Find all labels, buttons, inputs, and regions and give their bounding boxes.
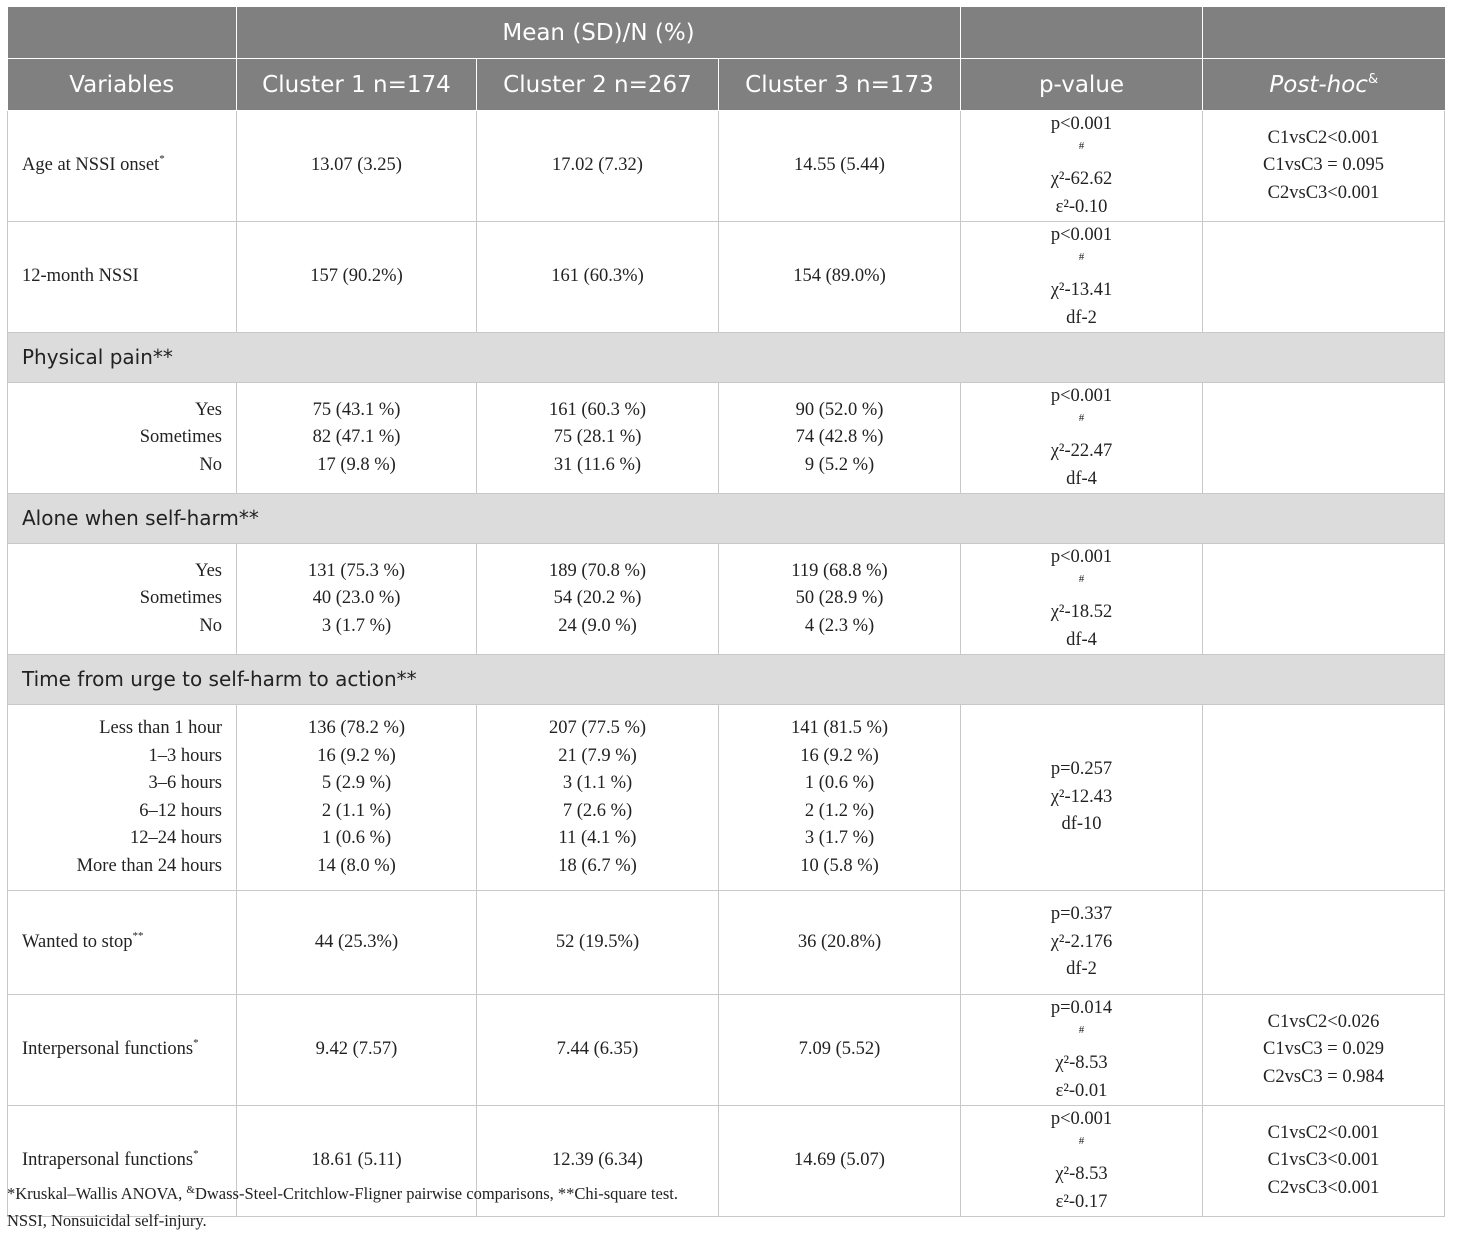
section-title: Alone when self-harm** xyxy=(8,494,1445,544)
row-labels: Less than 1 hour 1–3 hours 3–6 hours 6–12 hours 12–24 hours More than 24 hours xyxy=(8,705,237,891)
cell-cluster-3: 7.09 (5.52) xyxy=(719,995,961,1106)
row-label: Age at NSSI onset* xyxy=(8,111,237,222)
cell-cluster-1: 18.61 (5.11) xyxy=(237,1106,477,1217)
cell-cluster-1: 136 (78.2 %) 16 (9.2 %) 5 (2.9 %) 2 (1.1 %) 1 (0.6 %) 14 (8.0 %) xyxy=(237,705,477,891)
table-footnotes xyxy=(7,1180,1437,1234)
footnote-line: NSSI, Nonsuicidal self-injury. xyxy=(7,1211,207,1230)
row-labels: Yes Sometimes No xyxy=(8,544,237,655)
cell-p-value: p<0.001 # χ²-8.53 ε²-0.17 xyxy=(961,1106,1203,1217)
cell-cluster-2: 7.44 (6.35) xyxy=(477,995,719,1106)
header-cluster-3: Cluster 3 n=173 xyxy=(719,59,961,111)
section-row xyxy=(8,333,1445,383)
results-table xyxy=(7,7,1445,1217)
cell-cluster-1: 157 (90.2%) xyxy=(237,222,477,333)
cell-post-hoc: C1vsC2<0.001 C1vsC3<0.001 C2vsC3<0.001 xyxy=(1203,1106,1445,1217)
cell-cluster-3: 14.55 (5.44) xyxy=(719,111,961,222)
cell-p-value: p=0.257 χ²-12.43 df-10 xyxy=(961,705,1203,891)
cell-cluster-3: 154 (89.0%) xyxy=(719,222,961,333)
section-title: Time from urge to self-harm to action** xyxy=(8,655,1445,705)
row-label: Intrapersonal functions* xyxy=(8,1106,237,1217)
header-group-label: Mean (SD)/N (%) xyxy=(237,7,961,59)
cell-p-value: p=0.014 # χ²-8.53 ε²-0.01 xyxy=(961,995,1203,1106)
table-row xyxy=(8,111,1445,222)
cell-cluster-2: 12.39 (6.34) xyxy=(477,1106,719,1217)
cell-post-hoc xyxy=(1203,222,1445,333)
cell-cluster-1: 44 (25.3%) xyxy=(237,891,477,995)
cell-cluster-2: 17.02 (7.32) xyxy=(477,111,719,222)
cell-cluster-2: 207 (77.5 %) 21 (7.9 %) 3 (1.1 %) 7 (2.6 %) 11 (4.1 %) 18 (6.7 %) xyxy=(477,705,719,891)
cell-cluster-3: 119 (68.8 %) 50 (28.9 %) 4 (2.3 %) xyxy=(719,544,961,655)
section-row xyxy=(8,494,1445,544)
row-labels: Yes Sometimes No xyxy=(8,383,237,494)
cell-p-value: p<0.001 # χ²-22.47 df-4 xyxy=(961,383,1203,494)
cell-cluster-2: 161 (60.3 %) 75 (28.1 %) 31 (11.6 %) xyxy=(477,383,719,494)
cell-p-value: p<0.001 # χ²-18.52 df-4 xyxy=(961,544,1203,655)
cell-post-hoc xyxy=(1203,705,1445,891)
cell-cluster-3: 141 (81.5 %) 16 (9.2 %) 1 (0.6 %) 2 (1.2 %) 3 (1.7 %) 10 (5.8 %) xyxy=(719,705,961,891)
table-row xyxy=(8,383,1445,494)
footnote-line: *Kruskal–Wallis ANOVA, &Dwass-Steel-Critchlow-Fligner pairwise comparisons, **Chi-square test. xyxy=(7,1184,678,1203)
header-row-columns xyxy=(8,59,1445,111)
table-row xyxy=(8,891,1445,995)
header-row-group xyxy=(8,7,1445,59)
cell-cluster-1: 131 (75.3 %) 40 (23.0 %) 3 (1.7 %) xyxy=(237,544,477,655)
cell-post-hoc xyxy=(1203,891,1445,995)
table-row xyxy=(8,705,1445,891)
cell-p-value: p<0.001 # χ²-13.41 df-2 xyxy=(961,222,1203,333)
row-label: Wanted to stop** xyxy=(8,891,237,995)
header-post-hoc: Post-hoc& xyxy=(1203,59,1445,111)
table-row xyxy=(8,995,1445,1106)
cell-cluster-1: 75 (43.1 %) 82 (47.1 %) 17 (9.8 %) xyxy=(237,383,477,494)
header-variables: Variables xyxy=(8,59,237,111)
header-empty-cell xyxy=(1203,7,1445,59)
row-label: Interpersonal functions* xyxy=(8,995,237,1106)
cell-post-hoc xyxy=(1203,544,1445,655)
cell-post-hoc: C1vsC2<0.026 C1vsC3 = 0.029 C2vsC3 = 0.984 xyxy=(1203,995,1445,1106)
header-p-value: p-value xyxy=(961,59,1203,111)
cell-cluster-2: 52 (19.5%) xyxy=(477,891,719,995)
row-label: 12-month NSSI xyxy=(8,222,237,333)
section-title: Physical pain** xyxy=(8,333,1445,383)
cell-post-hoc: C1vsC2<0.001 C1vsC3 = 0.095 C2vsC3<0.001 xyxy=(1203,111,1445,222)
cell-cluster-1: 13.07 (3.25) xyxy=(237,111,477,222)
section-row xyxy=(8,655,1445,705)
cell-cluster-1: 9.42 (7.57) xyxy=(237,995,477,1106)
header-empty-cell xyxy=(8,7,237,59)
cell-cluster-3: 14.69 (5.07) xyxy=(719,1106,961,1217)
cell-p-value: p=0.337 χ²-2.176 df-2 xyxy=(961,891,1203,995)
header-cluster-1: Cluster 1 n=174 xyxy=(237,59,477,111)
header-cluster-2: Cluster 2 n=267 xyxy=(477,59,719,111)
cell-cluster-3: 90 (52.0 %) 74 (42.8 %) 9 (5.2 %) xyxy=(719,383,961,494)
table-row xyxy=(8,544,1445,655)
cell-post-hoc xyxy=(1203,383,1445,494)
cell-cluster-2: 189 (70.8 %) 54 (20.2 %) 24 (9.0 %) xyxy=(477,544,719,655)
results-table-container xyxy=(7,7,1444,1217)
cell-p-value: p<0.001 # χ²-62.62 ε²-0.10 xyxy=(961,111,1203,222)
header-empty-cell xyxy=(961,7,1203,59)
table-row xyxy=(8,222,1445,333)
cell-cluster-3: 36 (20.8%) xyxy=(719,891,961,995)
cell-cluster-2: 161 (60.3%) xyxy=(477,222,719,333)
